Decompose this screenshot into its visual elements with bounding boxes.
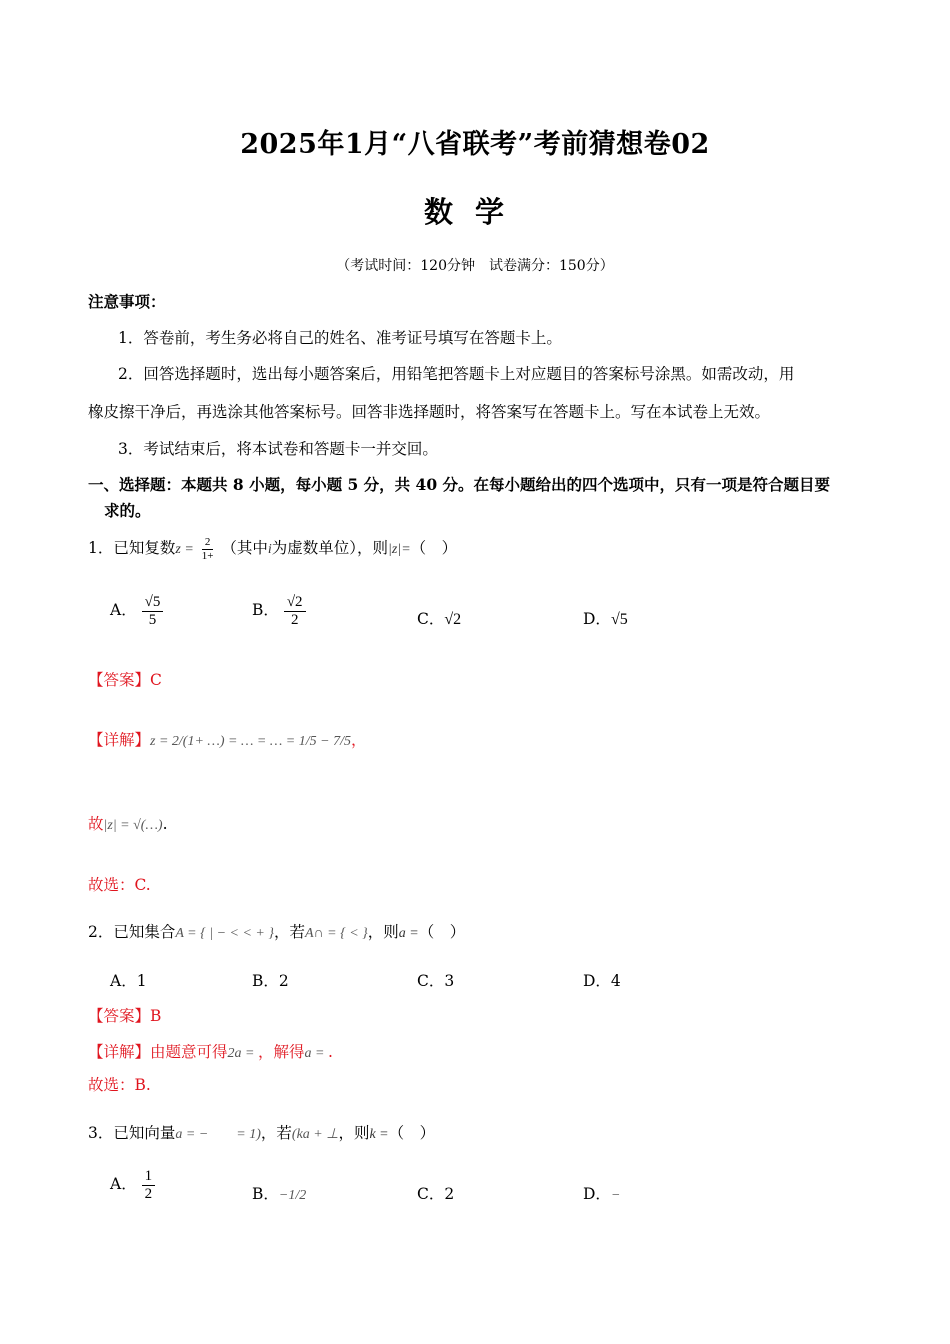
q3-option-a-label: A． [110,1175,137,1193]
notice-item-2-line-1: 2．回答选择题时，选出每小题答案后，用铅笔把答题卡上对应题目的答案标号涂黑。如需改动，用 [118,365,795,383]
exam-title: 2025年1月“八省联考”考前猜想卷02 [240,129,710,160]
q1-gu-end: . [162,815,168,833]
q3-option-b [252,1182,306,1204]
q2-option-b: B．2 [252,972,289,990]
q1-frac-den: 1+ [201,549,214,562]
q1-option-b-label: B． [252,601,279,619]
q2-option-d: D．4 [583,972,621,990]
q2-detail-math2: a = [304,1046,328,1061]
q1-option-d-value: √5 [610,611,628,628]
q1-option-d [583,607,628,629]
q2-option-c: C．3 [417,972,455,990]
question-3-stem [88,1121,435,1143]
q2-detail-text: 【详解】由题意可得 [88,1043,228,1061]
q2-prefix: 2．已知集合 [88,923,176,941]
q1-i-sym: i [267,542,272,557]
q2-condition: A∩ = { < } [304,926,368,941]
q3-condition: (ka + ⊥ [291,1127,339,1142]
q2-ask: a = [398,926,419,941]
q2-ze: ，则 [367,923,399,941]
q1-option-c-value: √2 [444,611,462,628]
q3-ze: ，则 [338,1124,370,1142]
q1-answer: 【答案】C [88,671,162,689]
q1-detail-math: z = 2/(1+ …) = … = … = 1/5 − 7/5 [150,734,351,749]
q1-option-b-den: 2 [290,611,299,628]
q1-abs-z: |z|= [388,542,411,557]
q2-ruo: ，若 [273,923,305,941]
q3-option-b-label: B． [252,1185,279,1203]
q3-option-b-value: −1/2 [278,1188,307,1203]
notice-item-3: 3．考试结束后，将本试卷和答题卡一并交回。 [118,440,438,458]
q3-option-a-frac [142,1168,156,1202]
q1-option-a [110,594,163,628]
q1-choice: 故选：C. [88,876,151,894]
q1-frac-num: 2 [202,536,214,549]
q1-option-a-den: 5 [148,611,157,628]
q3-option-a-num: 1 [142,1168,156,1186]
q2-paren: （ ） [418,923,466,941]
q1-detail-comma: ， [351,731,367,749]
q1-fraction [199,536,217,561]
q3-option-d-label: D． [583,1185,611,1203]
q1-option-c-label: C． [417,610,445,628]
q3-option-c: C．2 [417,1185,455,1203]
notice-heading: 注意事项： [88,292,166,311]
question-1-stem [88,536,457,562]
q3-vector: a = − = 1) [175,1127,261,1142]
q2-answer: 【答案】B [88,1007,162,1025]
q2-detail-math: 2a = [227,1046,258,1061]
q3-ruo: ，若 [260,1124,292,1142]
q1-option-c [417,607,461,629]
q1-detail-label: 【详解】 [88,731,151,749]
q1-gu: 故 [88,815,104,833]
q1-mid-text2: 为虚数单位），则 [271,539,389,557]
q1-option-d-label: D． [583,610,611,628]
q1-option-b [252,594,306,628]
q1-mid-text: （其中 [221,539,268,557]
q3-prefix: 3．已知向量 [88,1124,176,1142]
q1-option-a-frac [142,594,164,628]
q2-choice: 故选：B. [88,1076,151,1094]
q2-set-a: A = { | − < < + } [175,926,274,941]
q3-option-d-value: − [610,1188,621,1203]
q1-option-a-num: √5 [142,594,164,612]
q1-option-a-label: A． [110,601,137,619]
q2-detail [88,1040,333,1062]
notice-item-1: 1．答卷前，考生务必将自己的姓名、准考证号填写在答题卡上。 [118,329,562,347]
section-1-heading: 一、选择题：本题共 8 小题，每小题 5 分，共 40 分。在每小题给出的四个选项中，只有一项是符合题目要 [88,475,831,494]
q3-paren: （ ） [388,1124,436,1142]
q1-option-b-num: √2 [284,594,306,612]
notice-item-2-line-2: 橡皮擦干净后，再选涂其他答案标号。回答非选择题时，将答案写在答题卡上。写在本试卷上无效。 [88,403,771,421]
q3-option-a [110,1168,155,1202]
q1-detail [88,728,367,750]
q2-detail-mid: ，解得 [257,1043,305,1061]
q3-option-a-den: 2 [144,1185,153,1202]
q3-option-d [583,1182,620,1204]
subject-title: 数学 [423,195,526,229]
q1-modulus-line [88,812,168,834]
q1-prefix: 1．已知复数 [88,539,176,557]
q1-gu-math: |z| = √(…) [103,818,163,833]
q1-z-eq: z = [175,542,194,557]
q1-option-b-frac [284,594,306,628]
q3-ask: k = [369,1127,389,1142]
question-2-stem [88,920,465,942]
q1-paren: （ ） [410,539,458,557]
section-1-heading-cont: 求的。 [104,501,151,520]
q2-option-a: A．1 [110,972,147,990]
q2-detail-end: . [327,1043,333,1061]
exam-info: （考试时间：120分钟 试卷满分：150分） [336,258,614,274]
